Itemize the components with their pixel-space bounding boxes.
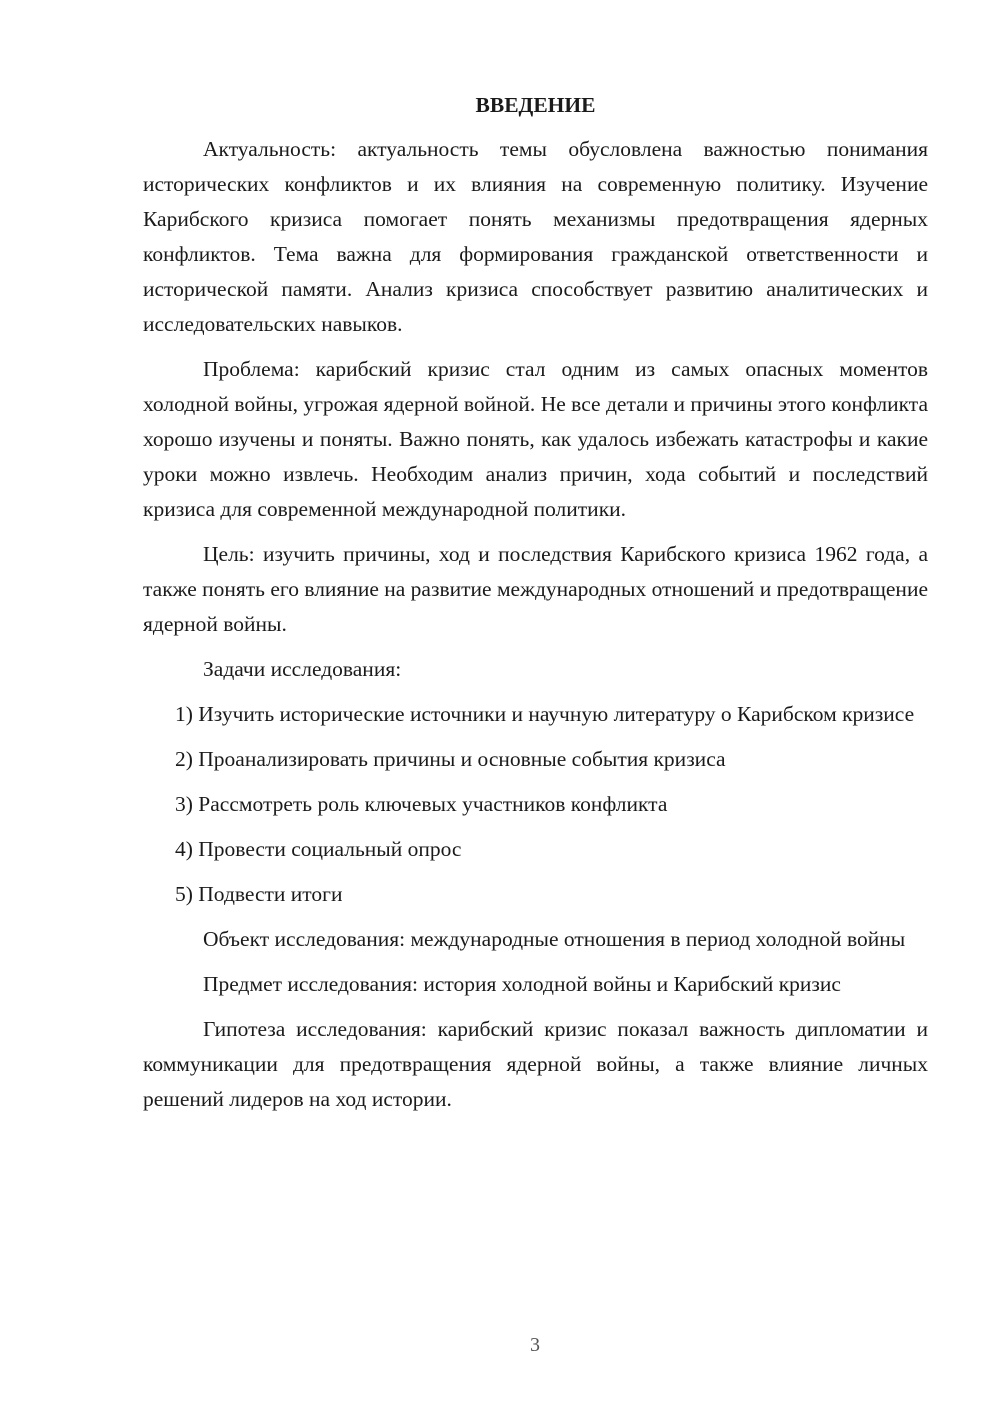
relevance-paragraph: Актуальность: актуальность темы обусловлена важностью понимания исторических конфликтов и их влияния на современную политику. Изучение Карибского кризиса помогает понять механизмы предотвращения ядерных конфликтов. Тема важна для формирования гражданской ответственности и исторической памяти. Анализ кризиса способствует развитию аналитических и исследовательских навыков. — [143, 137, 928, 336]
task-item-5: 5) Подвести итоги — [175, 882, 343, 906]
hypothesis-paragraph: Гипотеза исследования: карибский кризис показал важность дипломатии и коммуникации для предотвращения ядерной войны, а также влияние личных решений лидеров на ход истории. — [143, 1017, 928, 1111]
page-number: 3 — [530, 1334, 540, 1356]
task-item-3: 3) Рассмотреть роль ключевых участников конфликта — [175, 792, 668, 816]
task-item-2: 2) Проанализировать причины и основные события кризиса — [175, 747, 726, 771]
object-paragraph: Объект исследования: международные отношения в период холодной войны — [203, 927, 906, 951]
document-page — [143, 90, 928, 1127]
goal-paragraph: Цель: изучить причины, ход и последствия Карибского кризиса 1962 года, а также понять его влияние на развитие международных отношений и предотвращение ядерной войны. — [143, 542, 928, 636]
task-item-4: 4) Провести социальный опрос — [175, 837, 462, 861]
subject-paragraph: Предмет исследования: история холодной войны и Карибский кризис — [203, 972, 841, 996]
problem-paragraph: Проблема: карибский кризис стал одним из самых опасных моментов холодной войны, угрожая ядерной войной. Не все детали и причины этого конфликта хорошо изучены и поняты. Важно понять, как удалось избежать катастрофы и какие уроки можно извлечь. Необходим анализ причин, хода событий и последствий кризиса для современной международной политики. — [143, 357, 928, 521]
page-title: ВВЕДЕНИЕ — [475, 93, 596, 117]
task-item-1: 1) Изучить исторические источники и научную литературу о Карибском кризисе — [175, 702, 915, 726]
tasks-heading: Задачи исследования: — [203, 657, 402, 681]
